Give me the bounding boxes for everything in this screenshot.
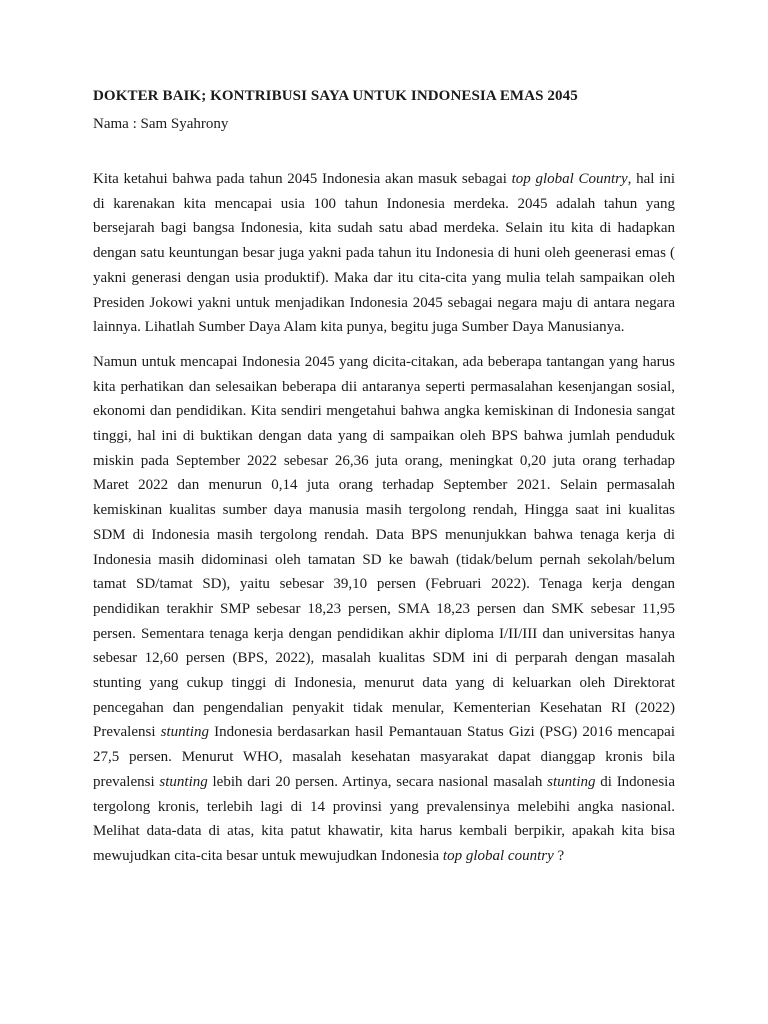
document-title: DOKTER BAIK; KONTRIBUSI SAYA UNTUK INDONESIA EMAS 2045: [93, 88, 578, 104]
paragraph-1: [93, 167, 675, 340]
paragraph-2-italic-3: stunting: [547, 773, 596, 790]
paragraph-2-text-5: ?: [553, 847, 565, 864]
paragraph-2-text-4: di Indonesia tergolong kronis, terlebih lagi di 14 provinsi yang prevalensinya melebihi angka nasional. Melihat data-data di atas, kita patut khawatir, kita harus kembali berpikir, apakah kita bisa mewujudkan cita-cita besar untuk mewujudkan Indonesia: [93, 773, 676, 864]
paragraph-2-text-2: Indonesia berdasarkan hasil Pemantauan Status Gizi (PSG) 2016 mencapai 27,5 persen. Menurut WHO, masalah kesehatan masyarakat dapat dianggap kronis bila prevalensi: [93, 724, 676, 790]
paragraph-2: [93, 350, 675, 869]
paragraph-2-text-1: Namun untuk mencapai Indonesia 2045 yang dicita-citakan, ada beberapa tantangan yang harus kita perhatikan dan selesaikan beberapa dii antaranya seperti permasalahan kesenjangan sosial, ekonomi dan pendidikan. Kita sendiri mengetahui bahwa angka kemiskinan di Indonesia sangat tinggi, hal ini di buktikan dengan data yang di sampaikan oleh BPS bahwa jumlah penduduk miskin pada September 2022 sebesar 26,36 juta orang, meningkat 0,20 juta orang terhadap Maret 2022 dan menurun 0,14 juta orang terhadap September 2021. Selain permasalah kemiskinan kualitas sumber daya manusia masih tergolong rendah, Hingga saat ini kualitas SDM di Indonesia masih tergolong rendah. Data BPS menunjukkan bahwa tenaga kerja di Indonesia masih didominasi oleh tamatan SD ke bawah (tidak/belum pernah sekolah/belum tamat SD/tamat SD), yaitu sebesar 39,10 persen (Februari 2022). Tenaga kerja dengan pendidikan terakhir SMP sebesar 18,23 persen, SMA 18,23 persen dan SMK sebesar 11,95 persen. Sementara tenaga kerja dengan pendidikan akhir diploma I/II/III dan universitas hanya sebesar 12,60 persen (BPS, 2022), masalah kualitas SDM ini di perparah dengan masalah stunting yang cukup tinggi di Indonesia, menurut data yang di keluarkan oleh Direktorat pencegahan dan pengendalian penyakit tidak menular, Kementerian Kesehatan RI (2022) Prevalensi: [93, 353, 675, 741]
paragraph-1-italic-1: top global Country: [511, 171, 628, 187]
paragraph-1-text-1: Kita ketahui bahwa pada tahun 2045 Indonesia akan masuk sebagai: [93, 171, 512, 187]
paragraph-2-italic-4: top global country: [442, 847, 554, 864]
paragraph-2-italic-2: stunting: [159, 773, 208, 790]
paragraph-1-text-2: , hal ini di karenakan kita mencapai usia 100 tahun Indonesia merdeka. 2045 adalah tahun yang bersejarah bagi bangsa Indonesia, kita sudah satu abad merdeka. Selain itu kita di hadapkan dengan satu keuntungan besar juga yakni pada tahun itu Indonesia di huni oleh geenerasi emas ( yakni generasi dengan usia produktif). Maka dar itu cita-cita yang mulia telah sampaikan oleh Presiden Jokowi yakni untuk menjadikan Indonesia 2045 sebagai negara maju di antara negara lainnya. Lihatlah Sumber Daya Alam kita punya, begitu juga Sumber Daya Manusianya.: [93, 171, 675, 336]
paragraph-2-italic-1: stunting: [160, 724, 209, 741]
paragraph-2-text-3: lebih dari 20 persen. Artinya, secara nasional masalah: [207, 773, 548, 790]
document-body: [93, 167, 675, 869]
author-line: Nama : Sam Syahrony: [93, 116, 229, 132]
